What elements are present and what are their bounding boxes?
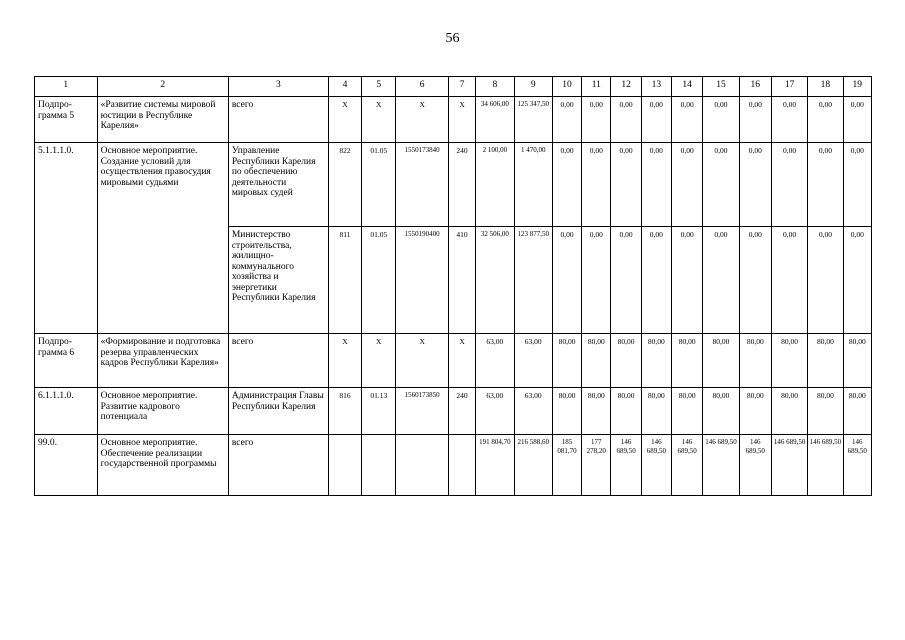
value-cell: Х: [448, 334, 475, 388]
value-cell: 01.13: [362, 388, 396, 435]
value-cell: 125 347,50: [514, 97, 552, 143]
value-cell: 80,00: [582, 388, 611, 435]
value-cell: 191 804,70: [476, 435, 514, 496]
value-cell: 0,00: [808, 97, 843, 143]
table-row: [35, 97, 872, 143]
value-cell: Х: [396, 334, 449, 388]
program-code-cell: 6.1.1.1.0.: [35, 388, 98, 435]
value-cell: [362, 435, 396, 496]
budget-table: [34, 76, 872, 496]
column-header: 17: [771, 77, 807, 97]
value-cell: 1560173850: [396, 388, 449, 435]
value-cell: 0,00: [671, 143, 702, 227]
value-cell: 0,00: [703, 143, 739, 227]
value-cell: [448, 435, 475, 496]
value-cell: 80,00: [771, 388, 807, 435]
value-cell: 0,00: [771, 97, 807, 143]
value-cell: 146 689,50: [703, 435, 739, 496]
value-cell: 816: [328, 388, 361, 435]
table-header-row: [35, 77, 872, 97]
column-header: 10: [552, 77, 581, 97]
value-cell: 0,00: [552, 143, 581, 227]
column-header: 4: [328, 77, 361, 97]
value-cell: [328, 435, 361, 496]
program-code-cell: Подпро-грамма 6: [35, 334, 98, 388]
value-cell: 0,00: [641, 227, 671, 334]
value-cell: 80,00: [552, 334, 581, 388]
value-cell: 0,00: [843, 97, 871, 143]
value-cell: 2 100,00: [476, 143, 514, 227]
value-cell: 63,00: [476, 388, 514, 435]
value-cell: 0,00: [771, 143, 807, 227]
value-cell: 80,00: [771, 334, 807, 388]
table-row: [35, 334, 872, 388]
value-cell: 0,00: [808, 143, 843, 227]
column-header: 8: [476, 77, 514, 97]
value-cell: 1550173840: [396, 143, 449, 227]
value-cell: 410: [448, 227, 475, 334]
column-header: 7: [448, 77, 475, 97]
program-name-cell: Основное мероприятие. Обеспечение реализации государственной программы: [97, 435, 228, 496]
value-cell: 01.05: [362, 227, 396, 334]
value-cell: 146 689,50: [671, 435, 702, 496]
column-header: 15: [703, 77, 739, 97]
program-name-cell: «Формирование и подготовка резерва управленческих кадров Республики Карелия»: [97, 334, 228, 388]
value-cell: 0,00: [671, 97, 702, 143]
column-header: 5: [362, 77, 396, 97]
column-header: 14: [671, 77, 702, 97]
value-cell: 123 877,50: [514, 227, 552, 334]
value-cell: 80,00: [671, 388, 702, 435]
value-cell: 80,00: [739, 388, 771, 435]
column-header: 19: [843, 77, 871, 97]
value-cell: 80,00: [611, 334, 641, 388]
value-cell: Х: [448, 97, 475, 143]
value-cell: Х: [328, 97, 361, 143]
column-header: 12: [611, 77, 641, 97]
value-cell: Х: [328, 334, 361, 388]
column-header: 9: [514, 77, 552, 97]
value-cell: 0,00: [582, 143, 611, 227]
value-cell: 146 689,50: [739, 435, 771, 496]
value-cell: 0,00: [552, 227, 581, 334]
executor-cell: всего: [228, 334, 328, 388]
value-cell: 80,00: [582, 334, 611, 388]
value-cell: 0,00: [843, 227, 871, 334]
value-cell: Х: [362, 334, 396, 388]
value-cell: 32 506,00: [476, 227, 514, 334]
column-header: 2: [97, 77, 228, 97]
value-cell: 80,00: [808, 334, 843, 388]
value-cell: 0,00: [582, 97, 611, 143]
value-cell: 1 470,00: [514, 143, 552, 227]
value-cell: 0,00: [703, 227, 739, 334]
value-cell: 80,00: [843, 388, 871, 435]
column-header: 16: [739, 77, 771, 97]
column-header: 13: [641, 77, 671, 97]
executor-cell: Администрация Главы Республики Карелия: [228, 388, 328, 435]
value-cell: 80,00: [739, 334, 771, 388]
program-name-cell: Основное мероприятие. Создание условий для осуществления правосудия мировыми судьями: [97, 143, 228, 334]
value-cell: 0,00: [582, 227, 611, 334]
program-name-cell: Основное мероприятие. Развитие кадрового потенциала: [97, 388, 228, 435]
value-cell: 177 278,20: [582, 435, 611, 496]
value-cell: 0,00: [552, 97, 581, 143]
column-header: 3: [228, 77, 328, 97]
value-cell: Х: [396, 97, 449, 143]
value-cell: 185 081,70: [552, 435, 581, 496]
value-cell: 01.05: [362, 143, 396, 227]
value-cell: 240: [448, 143, 475, 227]
value-cell: 80,00: [703, 388, 739, 435]
program-code-cell: 5.1.1.1.0.: [35, 143, 98, 334]
value-cell: 146 689,50: [641, 435, 671, 496]
value-cell: 0,00: [808, 227, 843, 334]
value-cell: 0,00: [739, 227, 771, 334]
value-cell: 240: [448, 388, 475, 435]
value-cell: Х: [362, 97, 396, 143]
value-cell: [396, 435, 449, 496]
value-cell: 63,00: [514, 388, 552, 435]
column-header: 1: [35, 77, 98, 97]
value-cell: 80,00: [552, 388, 581, 435]
value-cell: 146 689,50: [771, 435, 807, 496]
value-cell: 80,00: [641, 334, 671, 388]
value-cell: 80,00: [843, 334, 871, 388]
value-cell: 0,00: [843, 143, 871, 227]
value-cell: 0,00: [641, 97, 671, 143]
value-cell: 0,00: [611, 227, 641, 334]
executor-cell: Министерство строительства, жилищно-коммунального хозяйства и энергетики Республики Карелия: [228, 227, 328, 334]
value-cell: 80,00: [671, 334, 702, 388]
column-header: 18: [808, 77, 843, 97]
executor-cell: Управление Республики Карелия по обеспечению деятельности мировых судей: [228, 143, 328, 227]
value-cell: 146 689,50: [843, 435, 871, 496]
value-cell: 63,00: [476, 334, 514, 388]
column-header: 6: [396, 77, 449, 97]
value-cell: 80,00: [611, 388, 641, 435]
program-code-cell: Подпро-грамма 5: [35, 97, 98, 143]
program-name-cell: «Развитие системы мировой юстиции в Республике Карелия»: [97, 97, 228, 143]
value-cell: 822: [328, 143, 361, 227]
value-cell: 1550190400: [396, 227, 449, 334]
value-cell: 0,00: [671, 227, 702, 334]
executor-cell: всего: [228, 435, 328, 496]
value-cell: 0,00: [739, 97, 771, 143]
value-cell: 0,00: [703, 97, 739, 143]
value-cell: 80,00: [808, 388, 843, 435]
table-row: [35, 388, 872, 435]
value-cell: 0,00: [641, 143, 671, 227]
value-cell: 146 689,50: [611, 435, 641, 496]
value-cell: 0,00: [771, 227, 807, 334]
executor-cell: всего: [228, 97, 328, 143]
value-cell: 0,00: [611, 143, 641, 227]
table-row: [35, 143, 872, 227]
value-cell: 80,00: [703, 334, 739, 388]
value-cell: 146 689,50: [808, 435, 843, 496]
program-code-cell: 99.0.: [35, 435, 98, 496]
column-header: 11: [582, 77, 611, 97]
value-cell: 0,00: [611, 97, 641, 143]
value-cell: 34 606,00: [476, 97, 514, 143]
value-cell: 0,00: [739, 143, 771, 227]
value-cell: 80,00: [641, 388, 671, 435]
value-cell: 216 588,60: [514, 435, 552, 496]
value-cell: 63,00: [514, 334, 552, 388]
table-row: [35, 435, 872, 496]
value-cell: 811: [328, 227, 361, 334]
page-number: 56: [445, 31, 460, 46]
